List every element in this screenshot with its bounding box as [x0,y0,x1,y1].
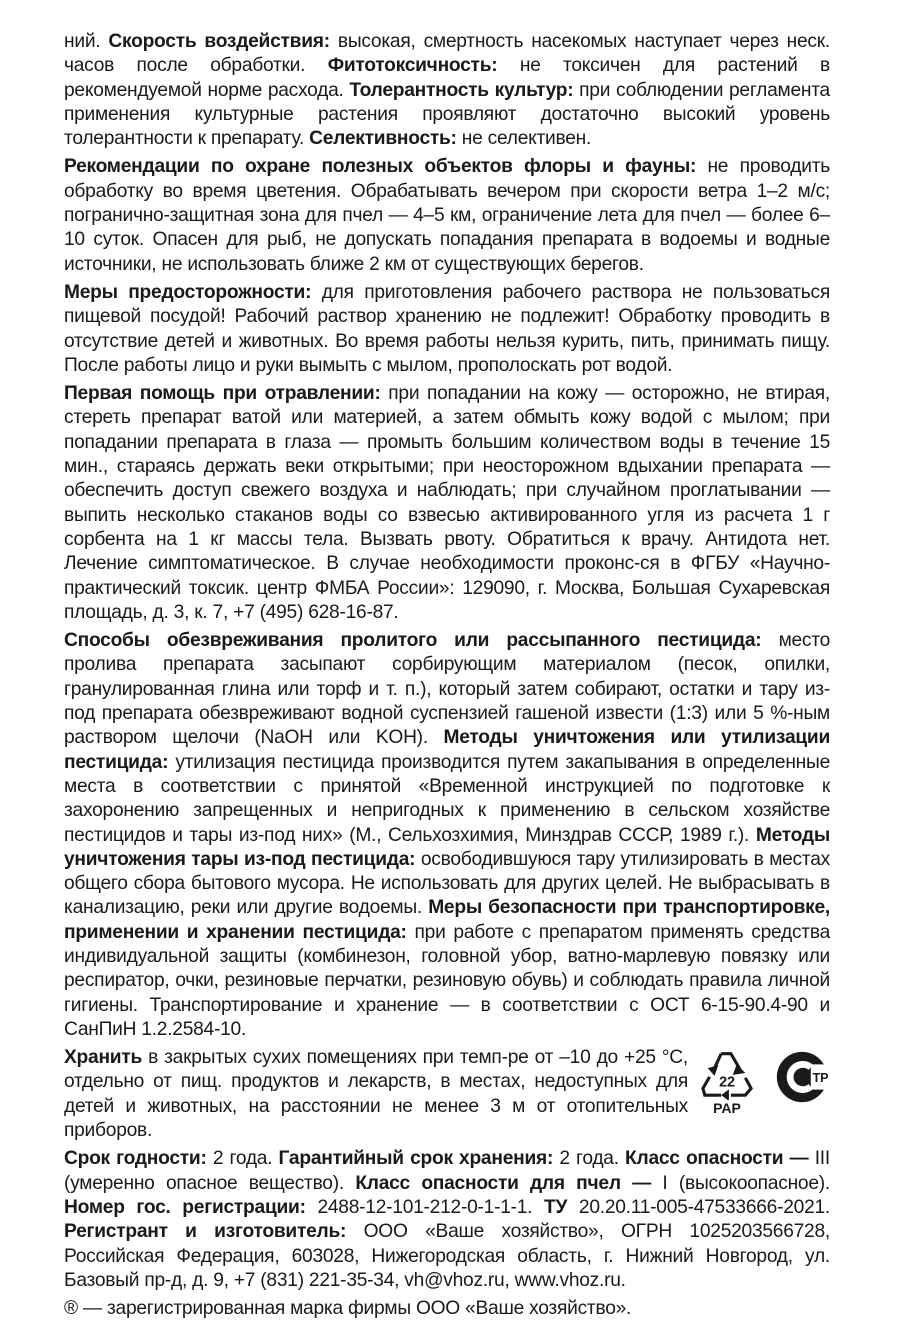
phytotoxicity-label: Фитотоксичность: [327,55,498,77]
hazard-class-label: Класс опасности — [625,1148,809,1170]
certification-marks [698,1046,830,1116]
recycle-number: 22 [719,1074,735,1091]
container-disposal-label: Методы уничтожения тары из-под пестицида: [64,824,830,870]
neutralization-label: Способы обезвреживания пролитого или рассыпанного пестицида: [64,630,762,652]
speed-label: Скорость воздействия: [108,31,330,52]
disposal-label: Методы уничтожения или утилизации пестицида: [64,727,830,773]
eac-mark [772,1046,834,1108]
tolerance-label: Толерантность культур: [349,79,574,101]
recycle-material-label: PAP [713,1100,741,1117]
recycling-triangle-icon [698,1046,756,1100]
transport-safety-label: Меры безопасности при транспортировке, применении и хранении пестицида: [64,897,830,943]
efficacy-paragraph: ний. Скорость воздействия: высокая, смертность насекомых наступает через неск. часов после обработки. Фитотоксичность: не токсичен для растений в рекомендуемой норме расхода. Толерантность культур: при соблюдении регламента применения культурные растения проявляют достаточно высокий уровень толерантности к препарату. Селективность: не селективен. [64,31,830,150]
recycling-mark [698,1046,756,1116]
precautions-label: Меры предосторожности: [64,281,312,303]
registration-label: Номер гос. регистрации: [64,1196,306,1218]
flora-fauna-label: Рекомендации по охране полезных объектов флоры и фауны: [64,156,697,178]
storage-section [64,1046,830,1143]
tu-label: ТУ [544,1196,568,1218]
guarantee-label: Гарантийный срок хранения: [278,1148,554,1170]
manufacturer-label: Регистрант и изготовитель: [64,1221,347,1243]
storage-paragraph: Хранить в закрытых сухих помещениях при темп-ре от –10 до +25 °С, отдельно от пищ. продуктов и лекарств, в местах, недоступных для детей и животных, на расстоянии не менее 3 м от отопительных приборов. [64,1047,688,1142]
first-aid-label: Первая помощь при отравлении: [64,383,381,405]
bee-hazard-label: Класс опасности для пчел — [355,1172,652,1194]
eac-mark-text: ТР [812,1071,829,1086]
first-aid-paragraph: Первая помощь при отравлении: при попадании на кожу — осторожно, не втирая, стереть препарат ватой или материей, а затем обмыть кожу водой с мылом; при попадании препарата в глаза — промыть большим количеством воды в течение 15 мин., стараясь держать веки открытыми; при неосторожном вдыхании препарата — обеспечить доступ свежего воздуха и наблюдать; при случайном проглатывании — выпить несколько стаканов воды со взвесью активированного угля из расчета 1 г сорбента на 1 кг массы тела. Вызвать рвоту. Обратиться к врачу. Антидота нет. Лечение симптоматическое. В случае необходимости проконс-ся в ФГБУ «Научно-практический токсик. центр ФМБА России»: 129090, г. Москва, Большая Сухаревская площадь, д. 3, к. 7, +7 (495) 628-16-87. [64,383,830,623]
storage-label: Хранить [64,1047,143,1069]
eac-certification-icon [772,1046,834,1108]
precautions-paragraph: Меры предосторожности: для приготовления рабочего раствора не пользоваться пищевой посудой! Рабочий раствор хранению не подлежит! Обработку проводить в отсутствие детей и животных. Во время работы нельзя курить, пить, принимать пищу. После работы лицо и руки вымыть с мылом, прополоскать рот водой. [64,281,830,376]
shelf-life-label: Срок годности: [64,1148,207,1170]
shelf-life-paragraph: Срок годности: 2 года. Гарантийный срок хранения: 2 года. Класс опасности — III (умеренно опасное вещество). Класс опасности для пчел — I (высокоопасное). Номер гос. регистрации: 2488-12-101-212-0-1-1-1. ТУ 20.20.11-005-47533666-2021. Регистрант и изготовитель: ООО «Ваше хозяйство», ОГРН 1025203566728, Российская Федерация, 603028, Нижегородская область, г. Нижний Новгород, ул. Базовый пр-д, д. 9, +7 (831) 221-35-34, vh@vhoz.ru, www.vhoz.ru. [64,1148,830,1291]
disposal-paragraph: Способы обезвреживания пролитого или рассыпанного пестицида: место пролива препарата засыпают сорбирующим материалом (песок, опилки, гранулированная глина или торф и т. п.), который затем собирают, остатки и тару из-под препарата обезвреживают водной суспензией гашеной извести (1:3) или 5 %-ным раствором щелочи (NaOH или KOH). Методы уничтожения или утилизации пестицида: утилизация пестицида производится путем закапывания в определенные места в соответствии с принятой «Временной инструкцией по подготовке к захоронению запрещенных и непригодных к применению в сельском хозяйстве пестицидов и тары из-под них» (М., Сельхозхимия, Минздрав СССР, 1989 г.). Методы уничтожения тары из-под пестицида: освободившуюся тару утилизировать в местах общего сбора бытового мусора. Не использовать для других целей. Не выбрасывать в канализацию, реки или другие водоемы. Меры безопасности при транспортировке, применении и хранении пестицида: при работе с препаратом применять средства индивидуальной защиты (комбинезон, головной убор, ватно-марлевую повязку или респиратор, очки, резиновые перчатки, резиновую обувь) и соблюдать правила личной гигиены. Транспортирование и хранение — в соответствии с ОСТ 6-15-90.4-90 и СанПиН 1.2.2584-10. [64,630,831,1040]
flora-fauna-paragraph: Рекомендации по охране полезных объектов флоры и фауны: не проводить обработку во время цветения. Обрабатывать вечером при скорости ветра 1–2 м/с; погранично-защитная зона для пчел — 4–5 км, ограничение лета для пчел — более 6–10 суток. Опасен для рыб, не допускать попадания препарата в водоемы и водные источники, не использовать ближе 2 км от существующих берегов. [64,156,830,275]
selectivity-label: Селективность: [309,128,457,150]
trademark-note: ® — зарегистрированная марка фирмы ООО «Ваше хозяйство». [64,1298,632,1320]
